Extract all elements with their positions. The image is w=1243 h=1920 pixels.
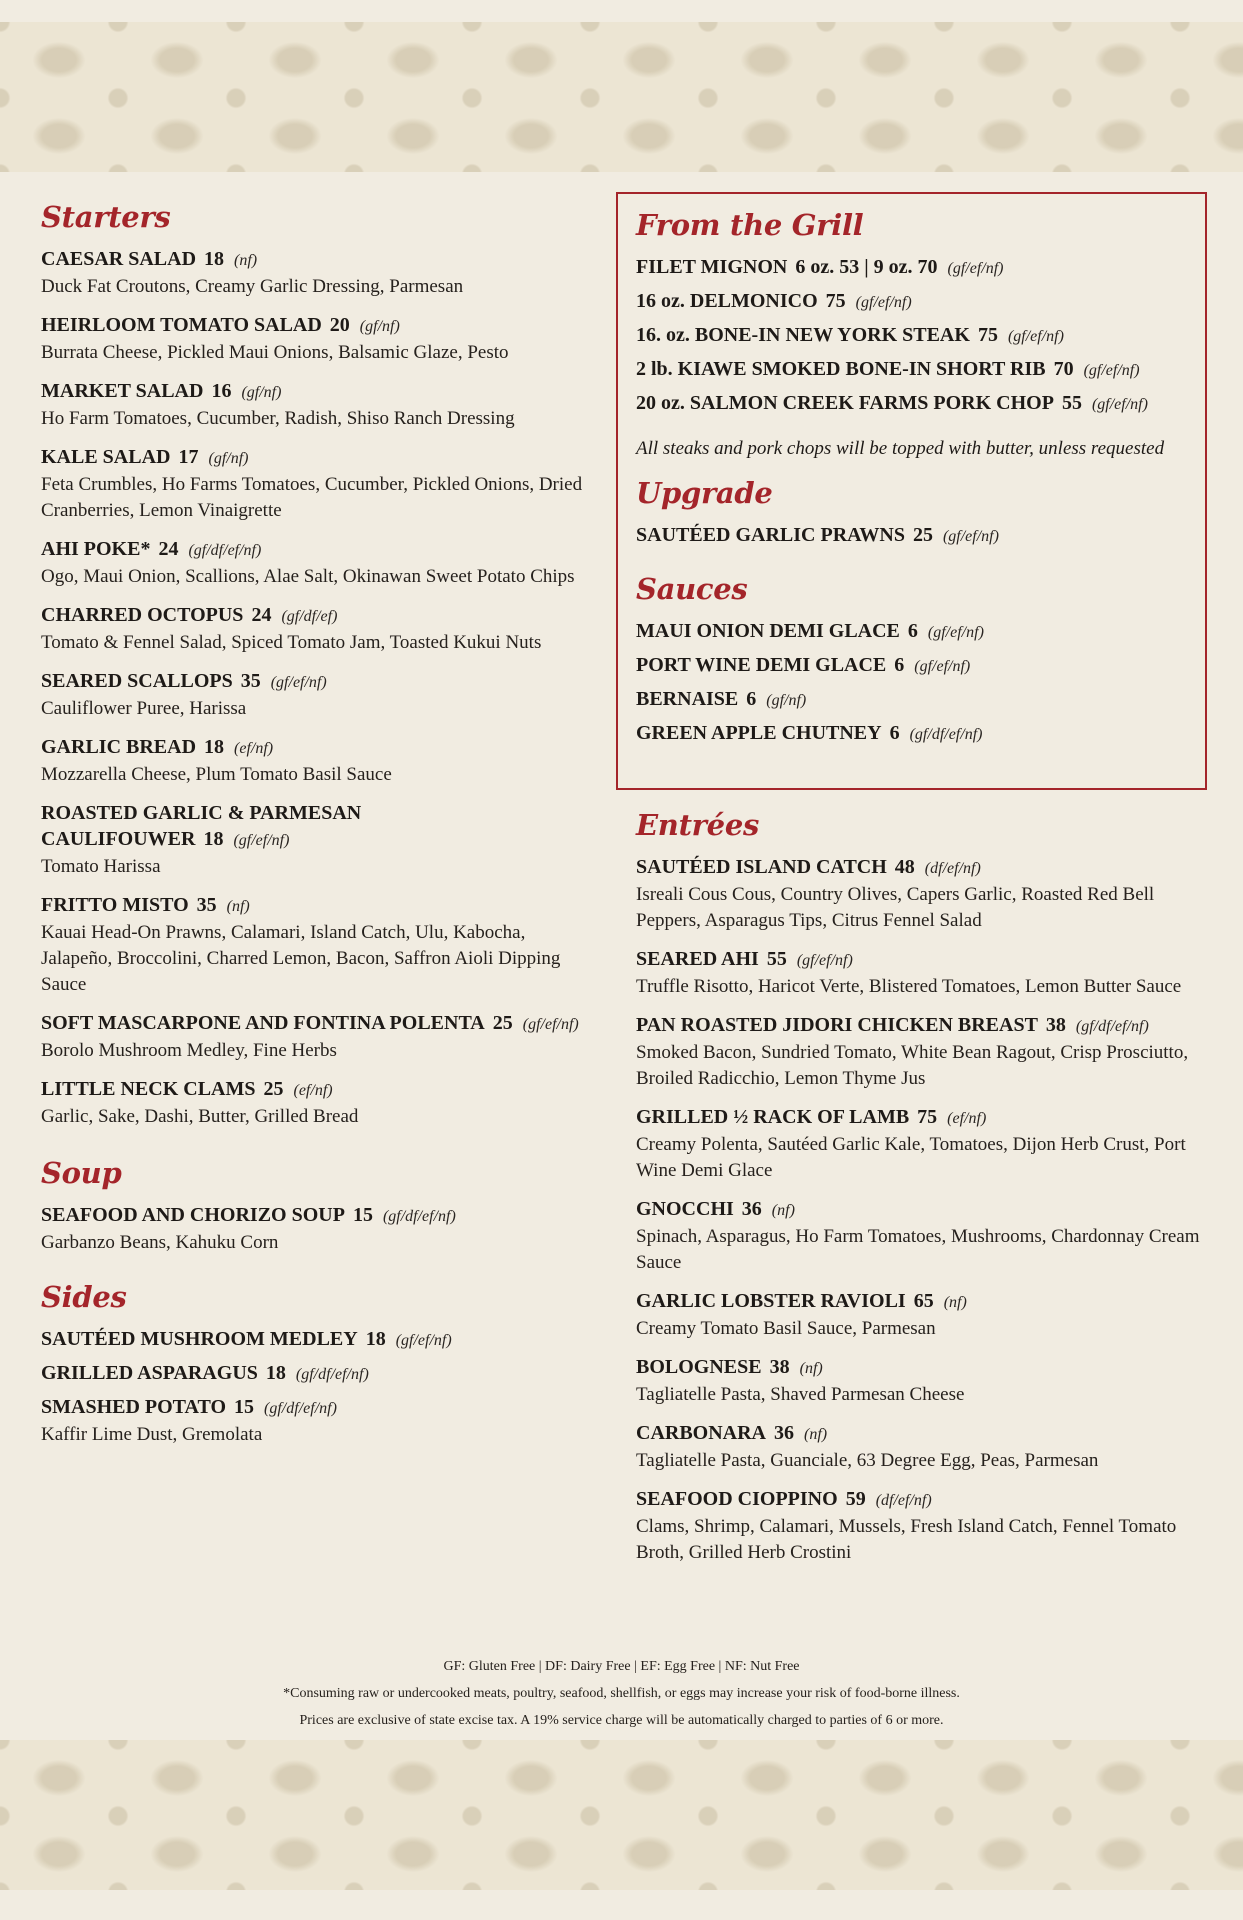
dietary-tag: (nf) bbox=[234, 252, 258, 269]
menu-item bbox=[636, 1196, 1206, 1276]
menu-item-heading bbox=[636, 854, 1206, 882]
right-column bbox=[636, 200, 1206, 1578]
menu-item-heading bbox=[636, 1420, 1206, 1448]
menu-item-name: FRITTO MISTO bbox=[41, 894, 189, 916]
menu-item-name: GRILLED ASPARAGUS bbox=[41, 1362, 258, 1384]
section-sides bbox=[41, 1280, 601, 1448]
menu-item bbox=[41, 1360, 601, 1388]
dietary-tag: (gf/ef/nf) bbox=[927, 624, 984, 641]
menu-item-price: 6 bbox=[746, 688, 757, 710]
decorative-pattern-bottom bbox=[0, 1740, 1243, 1890]
dietary-tag: (ef/nf) bbox=[293, 1082, 333, 1099]
dietary-tag: (gf/df/ef/nf) bbox=[382, 1208, 456, 1225]
menu-item-description: Cauliflower Puree, Harissa bbox=[41, 698, 247, 719]
menu-item bbox=[636, 1012, 1206, 1092]
menu-item-name: KALE SALAD bbox=[41, 446, 171, 468]
section-starters bbox=[41, 200, 601, 1130]
menu-item-name: GARLIC BREAD bbox=[41, 736, 197, 758]
menu-item-price: 18 bbox=[265, 1362, 286, 1384]
dietary-tag: (gf/ef/nf) bbox=[395, 1332, 452, 1349]
menu-item-name: SEAFOOD CIOPPINO bbox=[636, 1488, 838, 1510]
menu-item-description: Isreali Cous Cous, Country Olives, Capers Garlic, Roasted Red Bell Peppers, Asparagus Tips, Citrus Fennel Salad bbox=[636, 884, 1155, 931]
menu-item-heading bbox=[41, 1394, 601, 1422]
menu-item-heading bbox=[636, 1104, 1206, 1132]
dietary-tag: (nf) bbox=[943, 1294, 967, 1311]
menu-item-name: AHI POKE* bbox=[41, 538, 151, 560]
dietary-tag: (gf/ef/nf) bbox=[522, 1016, 579, 1033]
dietary-tag: (gf/df/ef/nf) bbox=[1075, 1018, 1149, 1035]
dietary-tag: (gf/ef/nf) bbox=[942, 528, 999, 545]
menu-item-description: Garbanzo Beans, Kahuku Corn bbox=[41, 1232, 279, 1253]
menu-item-price: 35 bbox=[240, 670, 261, 692]
dietary-tag: (ef/nf) bbox=[234, 740, 274, 757]
menu-item bbox=[636, 854, 1206, 934]
menu-item-name: GARLIC LOBSTER RAVIOLI bbox=[636, 1290, 906, 1312]
menu-item-heading bbox=[41, 1010, 601, 1038]
dietary-tag: (gf/ef/nf) bbox=[1091, 396, 1148, 413]
section-title: Starters bbox=[41, 200, 171, 234]
menu-item bbox=[41, 1326, 601, 1354]
menu-item-description: Kaffir Lime Dust, Gremolata bbox=[41, 1424, 263, 1445]
menu-item-heading bbox=[636, 390, 1206, 418]
menu-item bbox=[41, 668, 601, 722]
menu-item-heading bbox=[636, 652, 1206, 680]
menu-item-price: 6 bbox=[907, 620, 918, 642]
menu-item-price: 17 bbox=[178, 446, 199, 468]
menu-item-heading bbox=[636, 1288, 1206, 1316]
menu-item-price: 55 bbox=[766, 948, 787, 970]
menu-item-heading bbox=[636, 356, 1206, 384]
dietary-tag: (ef/nf) bbox=[947, 1110, 987, 1127]
menu-item-heading bbox=[41, 312, 601, 340]
menu-item-price: 75 bbox=[825, 290, 846, 312]
menu-item-price: 36 bbox=[774, 1422, 794, 1444]
menu-item bbox=[41, 246, 601, 300]
menu-item bbox=[636, 618, 1206, 646]
dietary-tag: (gf/ef/nf) bbox=[233, 832, 290, 849]
menu-item-heading bbox=[41, 734, 601, 762]
section-title: Soup bbox=[41, 1156, 122, 1190]
menu-item-name: CAESAR SALAD bbox=[41, 248, 197, 270]
menu-item bbox=[41, 892, 601, 998]
menu-item-name: SEARED SCALLOPS bbox=[41, 670, 233, 692]
menu-item-name: SEARED AHI bbox=[636, 948, 759, 970]
menu-item-price: 70 bbox=[1053, 358, 1074, 380]
menu-item bbox=[41, 378, 601, 432]
menu-item bbox=[41, 734, 601, 788]
menu-item-name: SEAFOOD AND CHORIZO SOUP bbox=[41, 1204, 345, 1226]
menu-item-name: SOFT MASCARPONE AND FONTINA POLENTA bbox=[41, 1012, 485, 1034]
menu-item-description: Creamy Polenta, Sautéed Garlic Kale, Tomatoes, Dijon Herb Crust, Port Wine Demi Glace bbox=[636, 1134, 1186, 1181]
menu-item-name: BOLOGNESE bbox=[636, 1356, 762, 1378]
menu-item bbox=[636, 288, 1206, 316]
menu-item-price: 24 bbox=[251, 604, 272, 626]
menu-item-price: 75 bbox=[977, 324, 998, 346]
decorative-pattern-top bbox=[0, 22, 1243, 172]
menu-item-name: CHARRED OCTOPUS bbox=[41, 604, 244, 626]
menu-item-name: SAUTÉED GARLIC PRAWNS bbox=[636, 524, 905, 546]
menu-item-description: Mozzarella Cheese, Plum Tomato Basil Sauce bbox=[41, 764, 392, 785]
menu-item bbox=[41, 800, 601, 880]
menu-item-description: Creamy Tomato Basil Sauce, Parmesan bbox=[636, 1318, 936, 1339]
menu-item-price: 18 bbox=[204, 736, 225, 758]
menu-item-price: 35 bbox=[196, 894, 217, 916]
menu-item-description: Feta Crumbles, Ho Farms Tomatoes, Cucumber, Pickled Onions, Dried Cranberries, Lemon Vinaigrette bbox=[41, 474, 583, 521]
menu-item-price: 38 bbox=[1045, 1014, 1066, 1036]
menu-item-heading bbox=[41, 246, 601, 274]
menu-item-description: Ho Farm Tomatoes, Cucumber, Radish, Shiso Ranch Dressing bbox=[41, 408, 515, 429]
menu-item-heading bbox=[41, 602, 601, 630]
menu-item bbox=[41, 1202, 601, 1256]
dietary-tag: (nf) bbox=[771, 1202, 795, 1219]
dietary-tag: (gf/ef/nf) bbox=[796, 952, 853, 969]
menu-item-description: Smoked Bacon, Sundried Tomato, White Bean Ragout, Crisp Prosciutto, Broiled Radicchio, Lemon Thyme Jus bbox=[636, 1042, 1189, 1089]
section-title: From the Grill bbox=[636, 208, 864, 242]
menu-item-description: Garlic, Sake, Dashi, Butter, Grilled Bread bbox=[41, 1106, 359, 1127]
dietary-tag: (gf/nf) bbox=[208, 450, 249, 467]
menu-item-price: 6 bbox=[894, 654, 905, 676]
menu-item-name: FILET MIGNON bbox=[636, 256, 788, 278]
menu-item-price: 38 bbox=[769, 1356, 790, 1378]
section-grill bbox=[636, 208, 1206, 462]
menu-item bbox=[41, 312, 601, 366]
dietary-tag: (df/ef/nf) bbox=[924, 860, 981, 877]
menu-item-name: GREEN APPLE CHUTNEY bbox=[636, 722, 882, 744]
dietary-tag: (gf/df/ef/nf) bbox=[295, 1366, 369, 1383]
menu-item-name: PAN ROASTED JIDORI CHICKEN BREAST bbox=[636, 1014, 1038, 1036]
menu-item-price: 15 bbox=[352, 1204, 373, 1226]
menu-item-name: GRILLED ½ RACK OF LAMB bbox=[636, 1106, 910, 1128]
menu-item bbox=[636, 322, 1206, 350]
menu-item-heading bbox=[41, 800, 601, 854]
dietary-tag: (gf/df/ef/nf) bbox=[909, 726, 983, 743]
menu-item-price: 24 bbox=[158, 538, 179, 560]
dietary-tag: (gf/ef/nf) bbox=[270, 674, 327, 691]
menu-item-price: 55 bbox=[1061, 392, 1082, 414]
menu-item-description: Duck Fat Croutons, Creamy Garlic Dressing, Parmesan bbox=[41, 276, 464, 297]
menu-item-description: Tagliatelle Pasta, Guanciale, 63 Degree Egg, Peas, Parmesan bbox=[636, 1450, 1099, 1471]
menu-item-description: Tagliatelle Pasta, Shaved Parmesan Cheese bbox=[636, 1384, 965, 1405]
menu-item-description: Spinach, Asparagus, Ho Farm Tomatoes, Mushrooms, Chardonnay Cream Sauce bbox=[636, 1226, 1200, 1273]
menu-item-name: MARKET SALAD bbox=[41, 380, 204, 402]
menu-item bbox=[636, 720, 1206, 748]
menu-item-heading bbox=[41, 668, 601, 696]
menu-item-name: 16. oz. BONE-IN NEW YORK STEAK bbox=[636, 324, 970, 346]
section-soup bbox=[41, 1156, 601, 1256]
menu-item-heading bbox=[636, 322, 1206, 350]
menu-item-price: 6 oz. 53 | 9 oz. 70 bbox=[795, 256, 938, 278]
menu-item-price: 18 bbox=[204, 248, 225, 270]
dietary-tag: (gf/df/ef) bbox=[281, 608, 338, 625]
menu-item-heading bbox=[636, 254, 1206, 282]
menu-item-heading bbox=[41, 1326, 601, 1354]
menu-item-heading bbox=[41, 1202, 601, 1230]
tax-notice: Prices are exclusive of state excise tax. A 19% service charge will be automatically charged to parties of 6 or more. bbox=[299, 1713, 944, 1728]
menu-item-heading bbox=[636, 1354, 1206, 1382]
dietary-tag: (gf/df/ef/nf) bbox=[264, 1400, 337, 1417]
menu-item-heading bbox=[636, 1012, 1206, 1040]
menu-item-name: MAUI ONION DEMI GLACE bbox=[636, 620, 900, 642]
menu-item-heading bbox=[41, 378, 601, 406]
footer-notes bbox=[0, 1653, 1243, 1734]
menu-item-description: Truffle Risotto, Haricot Verte, Blistered Tomatoes, Lemon Butter Sauce bbox=[636, 976, 1182, 997]
menu-item-price: 15 bbox=[234, 1396, 255, 1418]
menu-item-heading bbox=[41, 892, 601, 920]
dietary-tag: (gf/ef/nf) bbox=[1083, 362, 1140, 379]
menu-item-price: 18 bbox=[203, 828, 224, 850]
menu-item-heading bbox=[41, 536, 601, 564]
dietary-tag: (gf/ef/nf) bbox=[855, 294, 912, 311]
menu-item bbox=[636, 522, 1206, 550]
grill-note: All steaks and pork chops will be topped with butter, unless requested bbox=[636, 438, 1165, 459]
menu-item bbox=[41, 1010, 601, 1064]
menu-item bbox=[41, 1394, 601, 1448]
menu-item bbox=[636, 1486, 1206, 1566]
menu-item-name: LITTLE NECK CLAMS bbox=[41, 1078, 256, 1100]
menu-item bbox=[636, 254, 1206, 282]
menu-item bbox=[636, 1420, 1206, 1474]
menu-item-name: BERNAISE bbox=[636, 688, 739, 710]
menu-item-name: GNOCCHI bbox=[636, 1198, 734, 1220]
menu-item-heading bbox=[636, 522, 1206, 550]
menu-item bbox=[41, 536, 601, 590]
dietary-tag: (gf/nf) bbox=[766, 692, 807, 709]
dietary-tag: (nf) bbox=[804, 1426, 828, 1443]
menu-item-name: 16 oz. DELMONICO bbox=[636, 290, 818, 312]
menu-item bbox=[41, 1076, 601, 1130]
menu-item-heading bbox=[636, 1196, 1206, 1224]
menu-item bbox=[636, 1104, 1206, 1184]
menu-item bbox=[636, 946, 1206, 1000]
allergen-legend: GF: Gluten Free | DF: Dairy Free | EF: Egg Free | NF: Nut Free bbox=[443, 1659, 800, 1674]
menu-item-price: 36 bbox=[741, 1198, 762, 1220]
menu-item bbox=[41, 602, 601, 656]
section-upgrade bbox=[636, 476, 1206, 550]
menu-item-name: HEIRLOOM TOMATO SALAD bbox=[41, 314, 322, 336]
section-title: Sides bbox=[41, 1280, 127, 1314]
menu-item-heading bbox=[41, 1076, 601, 1104]
menu-item bbox=[636, 1288, 1206, 1342]
menu-item-name: SAUTÉED MUSHROOM MEDLEY bbox=[41, 1328, 358, 1350]
menu-item-description: Borolo Mushroom Medley, Fine Herbs bbox=[41, 1040, 337, 1061]
menu-item-heading bbox=[41, 444, 601, 472]
left-column bbox=[41, 200, 601, 1454]
menu-item bbox=[636, 652, 1206, 680]
section-entrees bbox=[636, 808, 1206, 1566]
menu-item-name: SMASHED POTATO bbox=[41, 1396, 227, 1418]
menu-item bbox=[636, 356, 1206, 384]
dietary-tag: (df/ef/nf) bbox=[875, 1492, 932, 1509]
dietary-tag: (gf/nf) bbox=[359, 318, 400, 335]
menu-item-heading bbox=[636, 686, 1206, 714]
menu-item-price: 59 bbox=[845, 1488, 866, 1510]
menu-item-price: 25 bbox=[263, 1078, 284, 1100]
section-title: Entrées bbox=[636, 808, 759, 842]
menu-item-price: 25 bbox=[492, 1012, 513, 1034]
menu-item-name: CARBONARA bbox=[636, 1422, 766, 1444]
menu-item-description: Tomato Harissa bbox=[41, 856, 161, 877]
section-title: Sauces bbox=[636, 572, 748, 606]
menu-item-description: Kauai Head-On Prawns, Calamari, Island Catch, Ulu, Kabocha, Jalapeño, Broccolini, Charred Lemon, Bacon, Saffron Aioli Dipping Sauce bbox=[41, 922, 561, 995]
menu-item bbox=[636, 686, 1206, 714]
menu-item bbox=[636, 390, 1206, 418]
section-title: Upgrade bbox=[636, 476, 773, 510]
menu-item-heading bbox=[636, 720, 1206, 748]
menu-item-price: 16 bbox=[211, 380, 232, 402]
menu-item-name: SAUTÉED ISLAND CATCH bbox=[636, 856, 887, 878]
menu-item-description: Ogo, Maui Onion, Scallions, Alae Salt, Okinawan Sweet Potato Chips bbox=[41, 566, 575, 587]
menu-item-price: 25 bbox=[912, 524, 933, 546]
menu-item bbox=[636, 1354, 1206, 1408]
menu-item-heading bbox=[636, 946, 1206, 974]
menu-item-price: 6 bbox=[889, 722, 900, 744]
dietary-tag: (nf) bbox=[226, 898, 250, 915]
menu-item-price: 48 bbox=[894, 856, 915, 878]
menu-item-price: 65 bbox=[913, 1290, 934, 1312]
menu-item bbox=[41, 444, 601, 524]
dietary-tag: (gf/ef/nf) bbox=[914, 658, 971, 675]
menu-item-description: Tomato & Fennel Salad, Spiced Tomato Jam, Toasted Kukui Nuts bbox=[41, 632, 542, 653]
menu-item-description: Burrata Cheese, Pickled Maui Onions, Balsamic Glaze, Pesto bbox=[41, 342, 509, 363]
menu-item-name: ROASTED GARLIC & PARMESAN CAULIFOUWER bbox=[41, 802, 362, 850]
menu-item-price: 18 bbox=[365, 1328, 386, 1350]
dietary-tag: (gf/ef/nf) bbox=[1007, 328, 1064, 345]
section-sauces bbox=[636, 572, 1206, 748]
menu-item-description: Clams, Shrimp, Calamari, Mussels, Fresh Island Catch, Fennel Tomato Broth, Grilled Herb Crostini bbox=[636, 1516, 1177, 1563]
dietary-tag: (nf) bbox=[799, 1360, 823, 1377]
menu-item-name: PORT WINE DEMI GLACE bbox=[636, 654, 887, 676]
consumer-warning: *Consuming raw or undercooked meats, poultry, seafood, shellfish, or eggs may increase your risk of food-borne illness. bbox=[283, 1686, 960, 1701]
menu-item-name: 2 lb. KIAWE SMOKED BONE-IN SHORT RIB bbox=[636, 358, 1046, 380]
menu-item-price: 75 bbox=[917, 1106, 938, 1128]
dietary-tag: (gf/ef/nf) bbox=[947, 260, 1004, 277]
menu-item-heading bbox=[41, 1360, 601, 1388]
menu-item-name: 20 oz. SALMON CREEK FARMS PORK CHOP bbox=[636, 392, 1054, 414]
dietary-tag: (gf/nf) bbox=[241, 384, 282, 401]
menu-item-price: 20 bbox=[329, 314, 350, 336]
menu-item-heading bbox=[636, 618, 1206, 646]
menu-item-heading bbox=[636, 288, 1206, 316]
dietary-tag: (gf/df/ef/nf) bbox=[188, 542, 262, 559]
menu-item-heading bbox=[636, 1486, 1206, 1514]
